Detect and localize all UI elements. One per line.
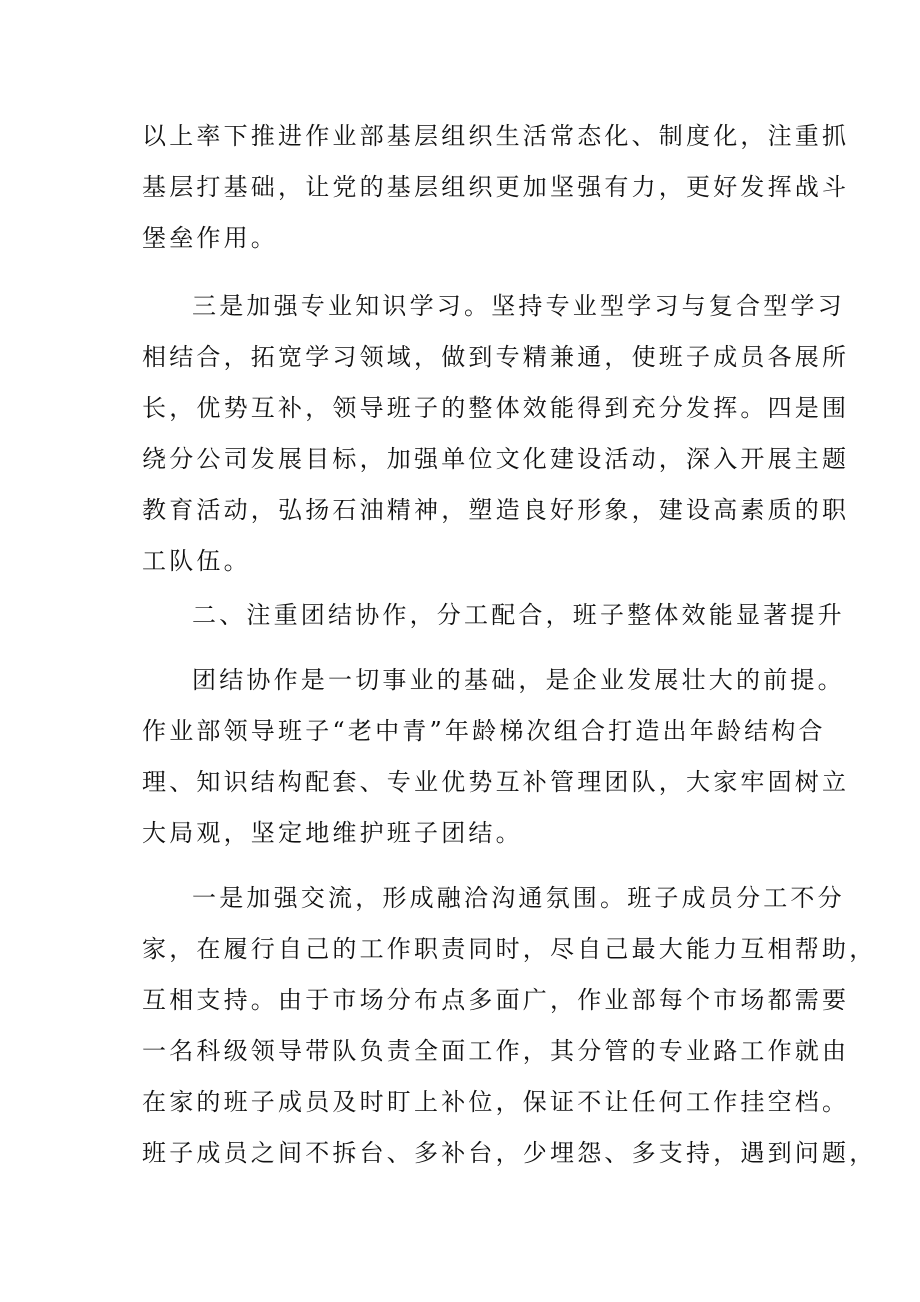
paragraph-line: 三是加强专业知识学习。坚持专业型学习与复合型学习: [192, 292, 845, 320]
paragraph-line: 工队伍。: [142, 547, 251, 575]
paragraph-line: 家，在履行自己的工作职责同时，尽自己最大能力互相帮助，: [142, 935, 877, 963]
paragraph-line: 绕分公司发展目标，加强单位文化建设活动，深入开展主题: [142, 445, 850, 473]
paragraph-2: [142, 281, 850, 587]
paragraph-line: 长，优势互补，领导班子的整体效能得到充分发挥。四是围: [142, 394, 850, 422]
paragraph-line: 相结合，拓宽学习领域，做到专精兼通，使班子成员各展所: [142, 343, 850, 371]
paragraph-3: [142, 655, 850, 859]
paragraph-line: 作业部领导班子“老中青”年龄梯次组合打造出年龄结构合: [142, 717, 826, 745]
paragraph-line: 理、知识结构配套、专业优势互补管理团队，大家牢固树立: [142, 768, 850, 796]
paragraph-line: 以上率下推进作业部基层组织生活常态化、制度化，注重抓: [142, 122, 850, 150]
paragraph-line: 一是加强交流，形成融洽沟通氛围。班子成员分工不分: [192, 884, 845, 912]
paragraph-line: 一名科级领导带队负责全面工作，其分管的专业路工作就由: [142, 1037, 850, 1065]
paragraph-line: 在家的班子成员及时盯上补位，保证不让任何工作挂空档。: [142, 1088, 850, 1116]
paragraph-line: 大局观，坚定地维护班子团结。: [142, 819, 523, 847]
paragraph-line: 团结协作是一切事业的基础，是企业发展壮大的前提。: [192, 666, 845, 694]
paragraph-4: [142, 873, 877, 1179]
paragraph-line: 教育活动，弘扬石油精神，塑造良好形象，建设高素质的职: [142, 496, 850, 524]
paragraph-line: 互相支持。由于市场分布点多面广，作业部每个市场都需要: [142, 986, 850, 1014]
paragraph-1: [142, 111, 850, 264]
paragraph-line: 基层打基础，让党的基层组织更加坚强有力，更好发挥战斗: [142, 173, 850, 201]
section-heading-text: 二、注重团结协作，分工配合，班子整体效能显著提升: [192, 601, 845, 629]
section-heading: [142, 590, 845, 641]
paragraph-line: 堡垒作用。: [142, 224, 278, 252]
paragraph-line: 班子成员之间不拆台、多补台，少埋怨、多支持，遇到问题，: [142, 1139, 877, 1167]
